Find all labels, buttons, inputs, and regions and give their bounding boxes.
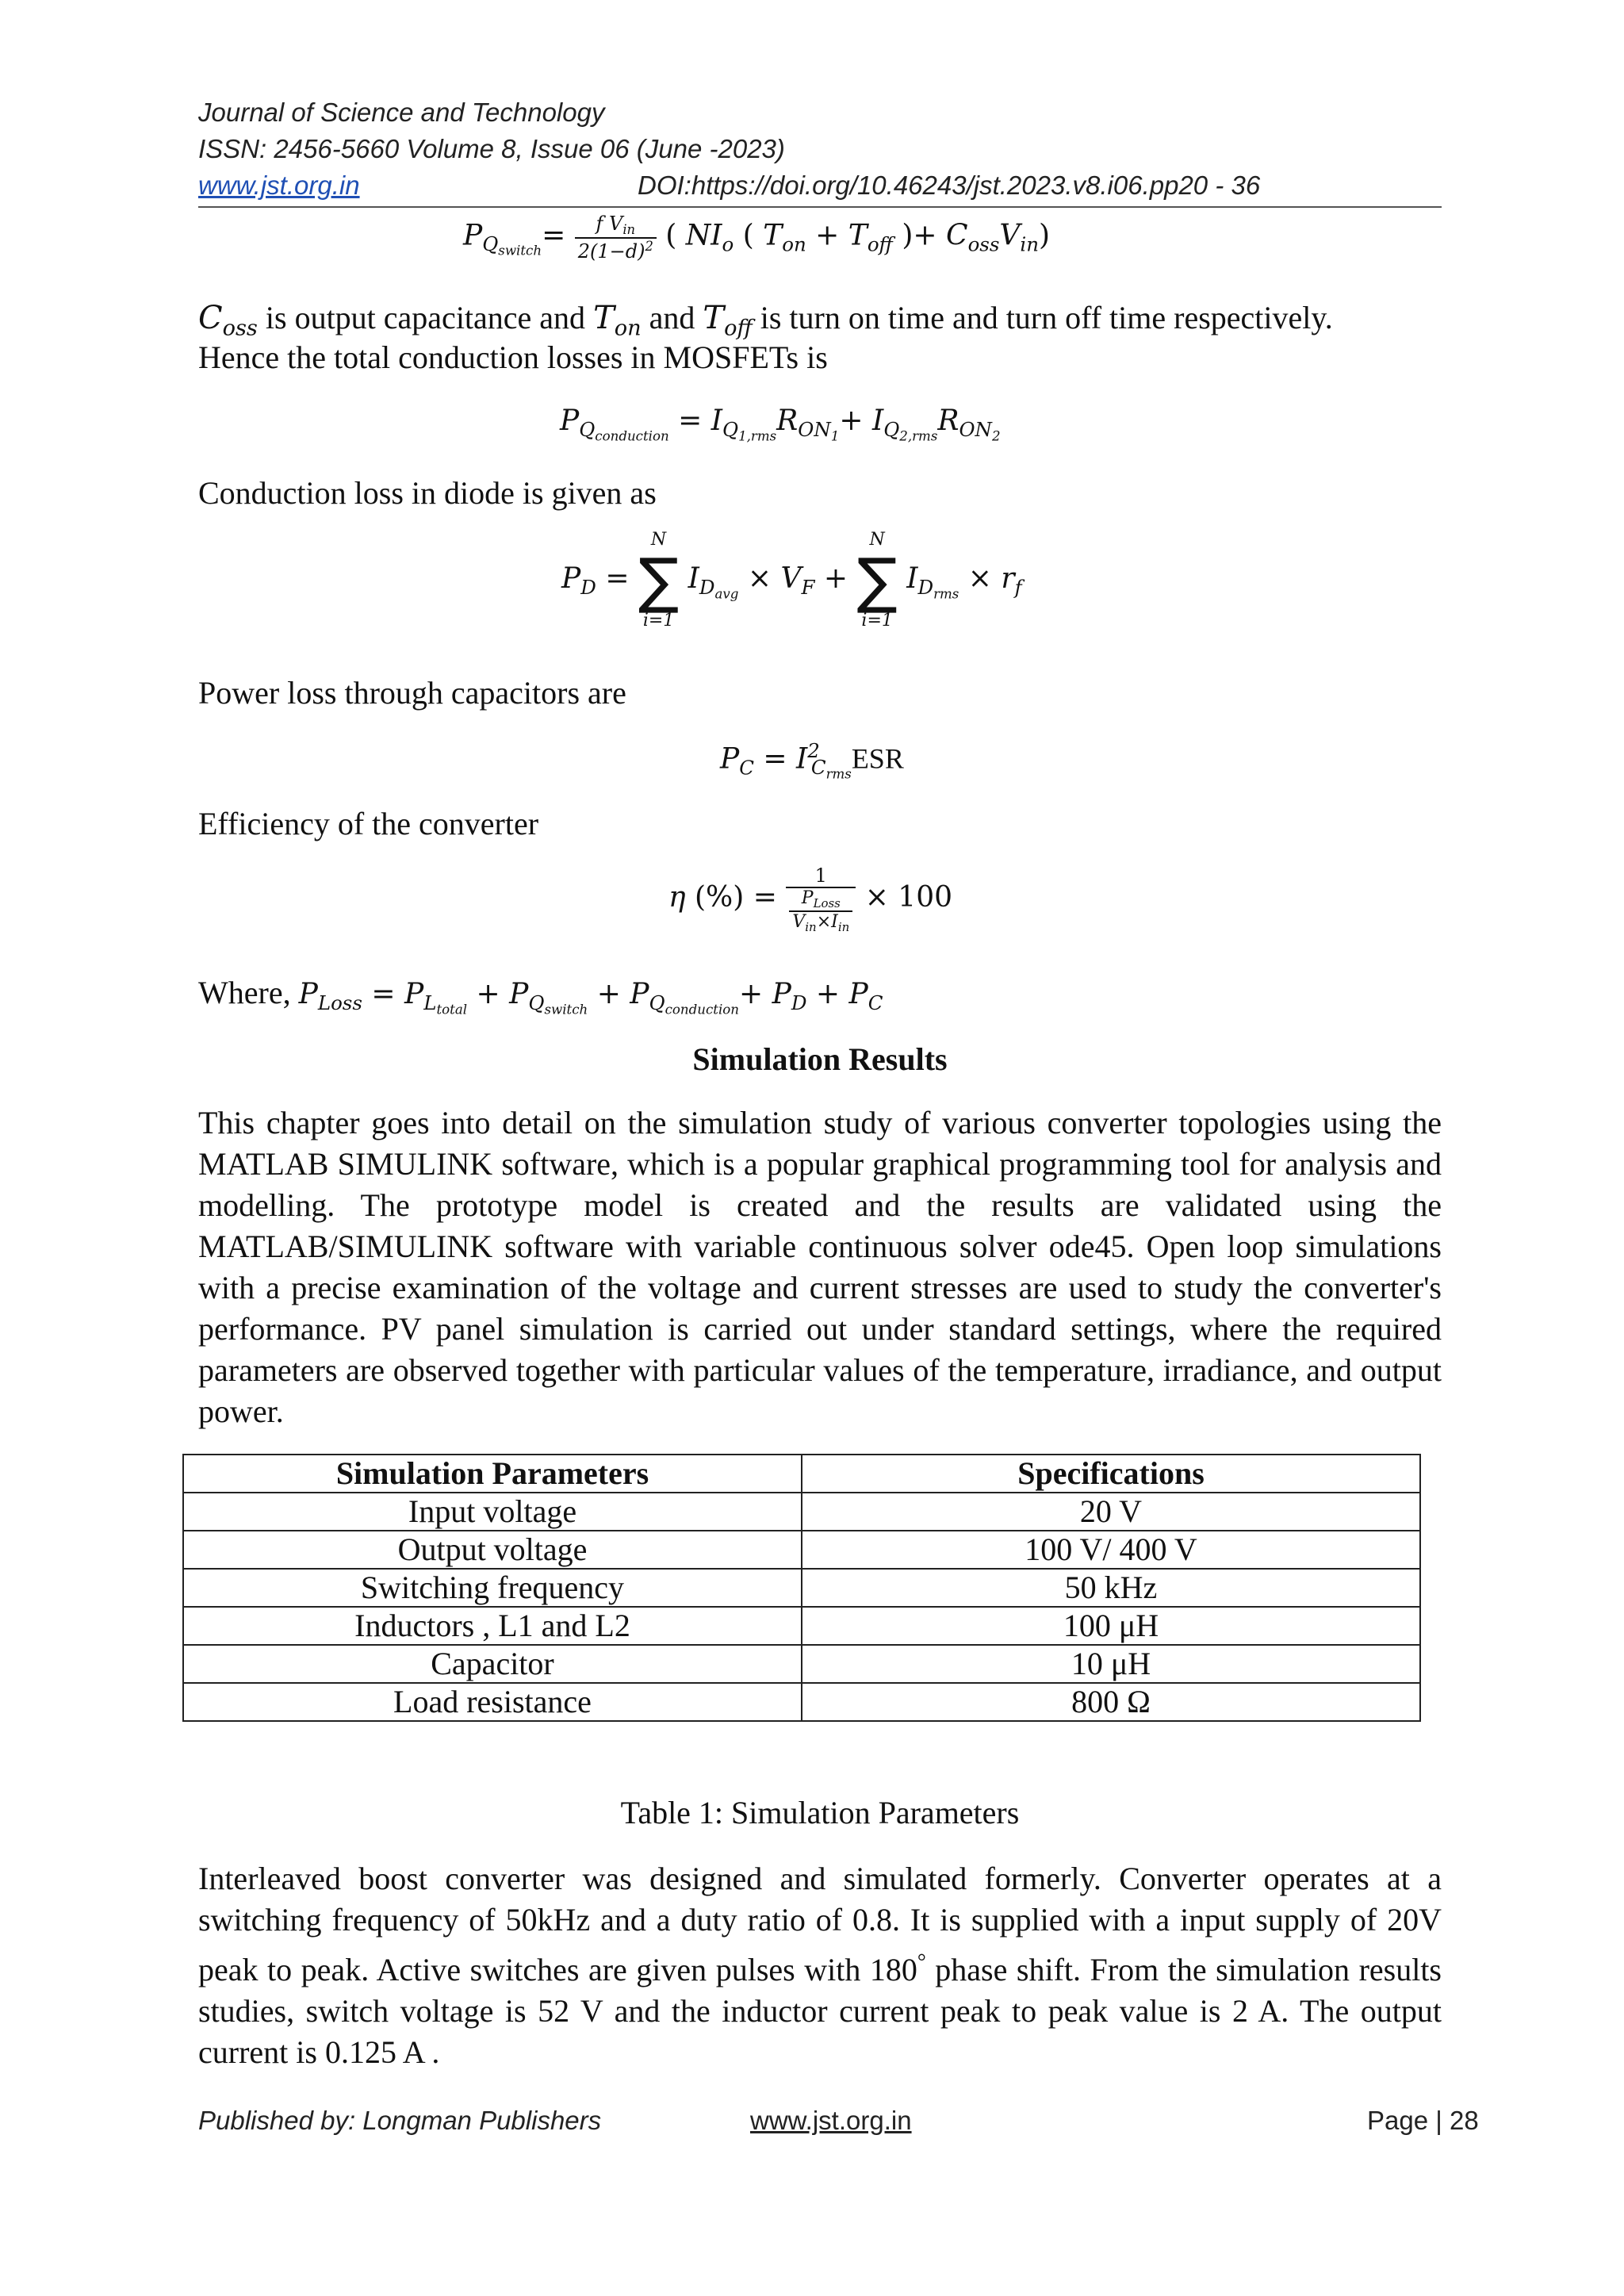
- switching-loss-equation: $P_{Q_{switch}}=$ $\frac{f V_{in}}{2(1-d)^2}$ ( $NI_o$ ( $T_{on} + T_{off}$ )+ $C_{oss}V_{in}$): [463, 213, 1051, 263]
- table-header-row: [183, 1455, 1420, 1493]
- coss-text-c: is turn on time and turn off time respectively.: [752, 300, 1333, 335]
- table-cell: 20 V: [802, 1493, 1420, 1531]
- ploss-definition: Where, $P_{Loss} = P_{L_{total}} + P_{Q_{switch}} + P_{Q_{conduction}}+ P_D + P_C$: [198, 975, 883, 1018]
- where-label: Where,: [198, 975, 299, 1010]
- table-row: [183, 1569, 1420, 1607]
- simulation-parameters-table: [182, 1454, 1421, 1722]
- journal-title: Journal of Science and Technology: [198, 98, 605, 127]
- results-text-b: phase shift. From the simulation results studies, switch voltage is 52 V and the inductor current peak to peak value is 2 A. The output current is 0.125 A .: [198, 1951, 1442, 2070]
- table-cell: 100 μH: [802, 1607, 1420, 1645]
- capacitor-loss-equation: $P_C = I^2_{C_{rms}}ESR$: [720, 739, 904, 782]
- table-cell: 100 V/ 400 V: [802, 1531, 1420, 1569]
- issn-line: ISSN: 2456-5660 Volume 8, Issue 06 (June -2023): [198, 134, 785, 163]
- table-caption: Table 1: Simulation Parameters: [620, 1795, 1020, 1830]
- table-cell: Inductors , L1 and L2: [183, 1607, 802, 1645]
- capacitor-intro: Power loss through capacitors are: [198, 675, 626, 711]
- coss-text-b: and: [641, 300, 703, 335]
- results-paragraph: [198, 1858, 1442, 2073]
- table-cell: 50 kHz: [802, 1569, 1420, 1607]
- table-cell: Output voltage: [183, 1531, 802, 1569]
- diode-loss-equation: $P_D$ = N ∑ i=1 $I_{D_{avg}} \times V_F$ + N ∑ i=1 $I_{D_{rms}} \times r_f$: [561, 530, 1022, 631]
- degree-symbol: °: [917, 1949, 926, 1973]
- diode-intro: Conduction loss in diode is given as: [198, 475, 657, 511]
- footer-website-link[interactable]: www.jst.org.in: [750, 2106, 912, 2135]
- results-text-a: Interleaved boost converter was designed and simulated formerly. Converter operates at a switching frequency of 50kHz and a duty ratio of 0.8. It is supplied with a input supply of 20V peak to peak. Active switches are given pulses with 180: [198, 1861, 1442, 1987]
- footer-publisher: Published by: Longman Publishers: [198, 2106, 602, 2135]
- table-row: [183, 1531, 1420, 1569]
- table-header-parameter: Simulation Parameters: [183, 1455, 802, 1493]
- mosfet-intro: Hence the total conduction losses in MOSFETs is: [198, 339, 828, 375]
- table-row: [183, 1645, 1420, 1683]
- table-row: [183, 1493, 1420, 1531]
- table-cell: 10 μH: [802, 1645, 1420, 1683]
- efficiency-equation: η (%) = $\frac{1}{\frac{P_{Loss}}{V_{in}\times I_{in}}}$ × 100: [668, 864, 953, 934]
- table-row: [183, 1607, 1420, 1645]
- efficiency-intro: Efficiency of the converter: [198, 806, 539, 841]
- header-divider: [198, 206, 1442, 208]
- table-cell: Load resistance: [183, 1683, 802, 1721]
- header-website-link[interactable]: www.jst.org.in: [198, 171, 360, 200]
- conduction-loss-equation: $P_{Q_{conduction}} = I_{Q_{1,rms}}R_{ON_1}+ I_{Q_{2,rms}}R_{ON_2}$: [560, 404, 1001, 444]
- table-cell: 800 Ω: [802, 1683, 1420, 1721]
- coss-paragraph: $C_{oss}$ is output capacitance and $T_{on}$ and $T_{off}$ is turn on time and turn off time respectively.: [198, 300, 1333, 341]
- coss-text-a: is output capacitance and: [257, 300, 594, 335]
- table-cell: Switching frequency: [183, 1569, 802, 1607]
- table-header-specification: Specifications: [802, 1455, 1420, 1493]
- page-number: Page | 28: [1367, 2106, 1479, 2135]
- table-cell: Input voltage: [183, 1493, 802, 1531]
- doi-line: DOI:https://doi.org/10.46243/jst.2023.v8.i06.pp20 - 36: [638, 171, 1261, 200]
- section-heading: Simulation Results: [692, 1041, 948, 1077]
- simulation-paragraph: This chapter goes into detail on the simulation study of various converter topologies using the MATLAB SIMULINK software, which is a popular graphical programming tool for analysis and modelling. The prototype model is created and the results are validated using the MATLAB/SIMULINK software with variable continuous solver ode45. Open loop simulations with a precise examination of the voltage and current stresses are used to study the converter's performance. PV panel simulation is carried out under standard settings, where the required parameters are observed together with particular values of the temperature, irradiance, and output power.: [198, 1105, 1442, 1429]
- table-row: [183, 1683, 1420, 1721]
- table-cell: Capacitor: [183, 1645, 802, 1683]
